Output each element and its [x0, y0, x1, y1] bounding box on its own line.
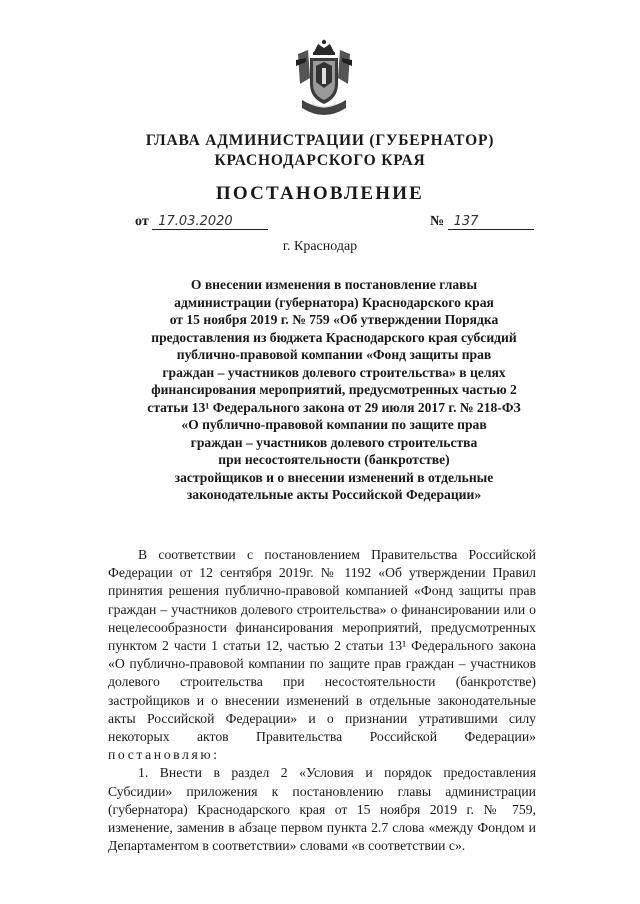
- title-line: «О публично-правовой компании по защите прав: [181, 417, 487, 432]
- document-type: ПОСТАНОВЛЕНИЕ: [215, 183, 425, 204]
- title-line: граждан – участников долевого строительства» в целях: [162, 364, 506, 380]
- title-line: граждан – участников долевого строительства: [190, 434, 478, 450]
- title-line: финансирования мероприятий, предусмотренных частью 2: [151, 382, 517, 397]
- document-title: [140, 276, 528, 504]
- title-line: публично-правовой компании «Фонд защиты прав: [176, 347, 492, 362]
- title-line: статьи 13¹ Федерального закона от 29 июля 2017 г. № 218-ФЗ: [147, 399, 521, 415]
- body-paragraph-2: 1. Внести в раздел 2 «Условия и порядок предоставления Субсидии» приложения к постановлению главы администрации (губернатора) Краснодарского края от 15 ноября 2019 г. № 759, изменение, заменив в абзаце первом пункта 2.7 слова «между Фондом и Департаментом в соответствии» словами «в соответствии с».: [108, 765, 536, 854]
- title-line: застройщиков и о внесении изменений в отдельные: [174, 469, 494, 485]
- coat-of-arms-icon: [292, 38, 356, 120]
- body-paragraph-1-text: В соответствии с постановлением Правительства Российской Федерации от 12 сентября 2019г. № 1192 «Об утверждении Правил принятия решения публично-правовой компанией «Фонд защиты прав граждан – участников долевого строительства» о финансировании или о нецелесообразности финансирования мероприятий, предусмотренных пунктом 2 части 1 статьи 12, частью 2 статьи 13¹ Федерального закона «О публично-правовой компании по защите прав граждан – участников долевого строительства при несостоятельности (банкротстве) застройщиков и о внесении изменений в отдельные законодательные акты Российской Федерации» и о признании утратившими силу некоторых актов Правительства Российской Федерации»: [108, 547, 536, 745]
- body-paragraph-1: [108, 546, 536, 764]
- title-line: предоставления из бюджета Краснодарского края субсидий: [151, 329, 517, 345]
- number-label: №: [430, 214, 445, 229]
- number-value: 137: [448, 214, 534, 230]
- org-name-line-1: ГЛАВА АДМИНИСТРАЦИИ (ГУБЕРНАТОР): [145, 132, 495, 149]
- title-line: законодательные акты Российской Федерации»: [186, 487, 482, 502]
- city: г. Краснодар: [282, 239, 358, 254]
- title-line: при несостоятельности (банкротстве): [218, 452, 450, 467]
- document-body: [108, 546, 536, 855]
- title-line: от 15 ноября 2019 г. № 759 «Об утверждении Порядка: [169, 312, 499, 327]
- title-line: О внесении изменения в постановление главы: [190, 277, 478, 292]
- title-line: администрации (губернатора) Краснодарского края: [174, 294, 494, 310]
- date-value: 17.03.2020: [152, 214, 268, 230]
- number-row: [430, 214, 534, 230]
- date-label: от: [135, 214, 149, 229]
- date-row: [135, 214, 268, 230]
- org-name-line-2: КРАСНОДАРСКОГО КРАЯ: [214, 152, 426, 169]
- decree-word: постановляю:: [108, 747, 220, 763]
